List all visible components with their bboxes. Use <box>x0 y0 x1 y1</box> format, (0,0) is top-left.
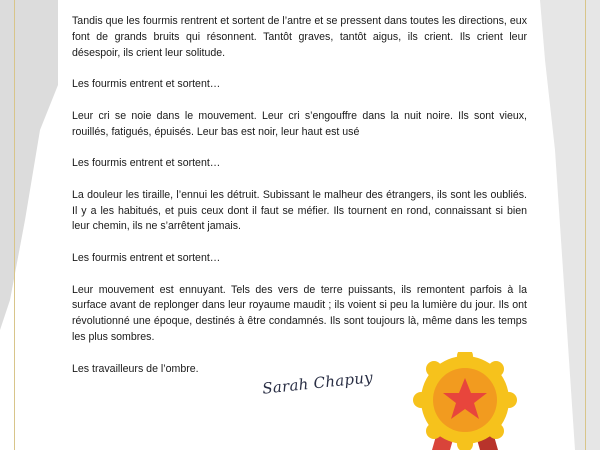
paragraph-3: La douleur les tiraille, l’ennui les détruit. Subissant le malheur des étrangers, ils sont les oubliés. Il y a les habitués, et puis ceux dont il faut se méfier. Ils tournent en rond, connaissant si bien leur chemin, ils ne s’arrêtent jamais. <box>72 188 527 233</box>
paragraph-1: Tandis que les fourmis rentrent et sortent de l’antre et se pressent dans toutes les directions, eux font de grands bruits qui résonnent. Tantôt graves, tantôt aigus, ils crient. Ils crient leur désespoir, ils crient leur solitude. <box>72 15 527 59</box>
document-body <box>72 14 527 393</box>
paragraph-2: Leur cri se noie dans le mouvement. Leur cri s’engouffre dans la nuit noire. Ils sont vieux, rouillés, fatigués, épuisés. Leur bas est noir, leur haut est usé <box>72 109 527 138</box>
award-rosette-icon <box>410 352 520 450</box>
closing-line: Les travailleurs de l’ombre. <box>72 362 199 375</box>
signature: Sarah Chapuy <box>261 368 374 398</box>
refrain-1: Les fourmis entrent et sortent… <box>72 78 221 91</box>
refrain-3: Les fourmis entrent et sortent… <box>72 251 221 264</box>
refrain-2: Les fourmis entrent et sortent… <box>72 157 221 170</box>
paragraph-4: Leur mouvement est ennuyant. Tels des vers de terre puissants, ils remontent parfois à la surface avant de replonger dans leur royaume maudit ; ils voient si peu la lumière du jour. Ils ont révolutionné une époque, destinés à être condamnés. Ils sont toujours là, même dans les temps les plus sombres. <box>72 283 527 343</box>
